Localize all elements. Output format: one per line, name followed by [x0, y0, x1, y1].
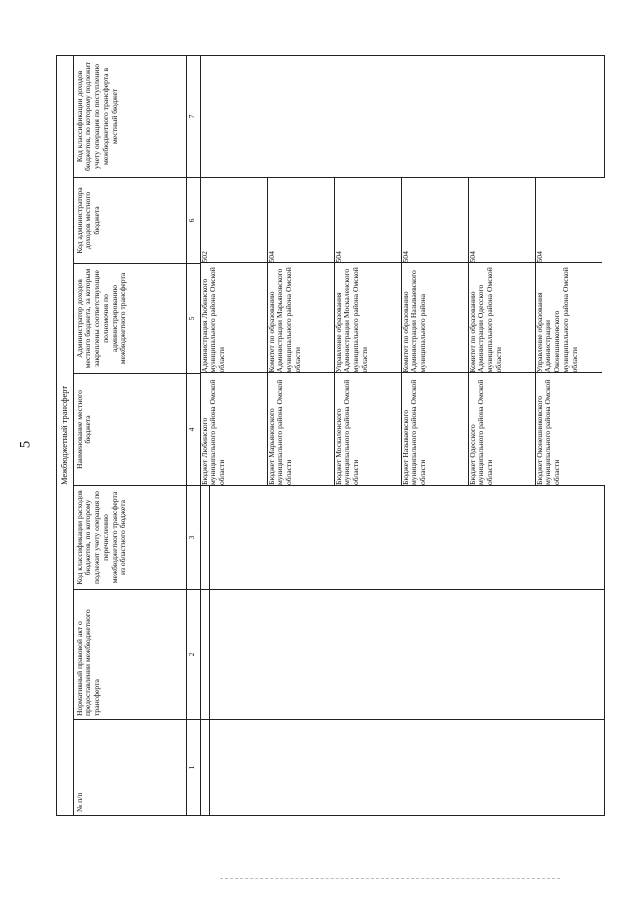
header-budget-name: Наименование местного бюджета	[73, 374, 186, 486]
expense-code-cell	[200, 486, 209, 590]
header-revenue-code: Код классификации доходов бюджетов, по которому подлежит учету операция по поступлению межбюджетного трансферта в местный бюджет	[73, 55, 186, 177]
admin-code-cell: 504	[401, 177, 468, 263]
header-number: № п/п	[73, 720, 186, 816]
table-row	[468, 177, 535, 485]
table-row	[267, 177, 334, 485]
legal-act-cell-body	[209, 590, 604, 720]
legal-act-cell	[200, 590, 209, 720]
column-number-3: 3	[186, 486, 200, 590]
header-admin-code: Код администратора доходов местного бюджета	[73, 178, 186, 264]
admin-cell: Управление образования Администрации Москаленского муниципального района Омской области	[334, 263, 401, 373]
column-number-7: 7	[186, 55, 200, 177]
expense-code-cell-body	[209, 486, 604, 590]
column-number-5: 5	[186, 264, 200, 374]
admin-code-cell: 504	[468, 177, 535, 263]
budget-name-cell: Бюджет Москаленского муниципального района Омской области	[334, 373, 401, 485]
admin-code-cell: 502	[201, 177, 268, 263]
recipients-table	[201, 177, 602, 485]
revenue-code-cell	[200, 55, 604, 177]
admin-code-cell: 504	[267, 177, 334, 263]
row-number-cell	[200, 720, 209, 816]
page-footer-rule	[220, 878, 560, 879]
page-number: 5	[17, 440, 34, 449]
column-number-4: 4	[186, 374, 200, 486]
recipients-block	[200, 178, 604, 486]
header-legal-act: Нормативный правовой акт о предоставлении межбюджетного трансферта	[73, 590, 186, 720]
admin-cell: Комитет по образованию Администрации Марьяновского муниципального района Омской области	[267, 263, 334, 373]
column-number-6: 6	[186, 178, 200, 264]
admin-cell: Комитет по образованию Администрации Одесского муниципального района Омской области	[468, 263, 535, 373]
admin-code-cell: 504	[334, 177, 401, 263]
table-row	[535, 177, 602, 485]
rotated-table-sheet	[56, 56, 579, 816]
admin-cell: Комитет по образованию Администрации Называевского муниципального района	[401, 263, 468, 373]
transfer-table	[56, 55, 605, 816]
budget-name-cell: Бюджет Оконешниковского муниципального района Омской области	[535, 373, 602, 485]
budget-name-cell: Бюджет Одесского муниципального района Омской области	[468, 373, 535, 485]
header-expense-code: Код классификации расходов бюджетов, по которому подлежит учету операция по перечислению межбюджетного трансферта из областного бюджета	[73, 486, 186, 590]
admin-cell: Администрация Любинского муниципального района Омской области	[201, 263, 268, 373]
header-revenue-admin: Администратор доходов местного бюджета, за которым закреплены соответствующие полномочия по администрированию межбюджетного трансферта	[73, 264, 186, 374]
admin-code-cell: 504	[534, 251, 544, 263]
column-number-2: 2	[186, 590, 200, 720]
table-row	[334, 177, 401, 485]
budget-name-cell: Бюджет Называевского муниципального района Омской области	[401, 373, 468, 485]
row-number-cell-body	[209, 720, 604, 816]
budget-name-cell: Бюджет Любинского муниципального района Омской области	[201, 373, 268, 485]
table-row	[201, 177, 268, 485]
admin-cell: Управление образования Администрации Оконешниковского муниципального района Омской области	[535, 263, 602, 373]
table-title: Межбюджетный трансферт	[57, 55, 74, 815]
budget-name-cell: Бюджет Марьяновского муниципального района Омской области	[267, 373, 334, 485]
table-row	[401, 177, 468, 485]
column-number-1: 1	[186, 720, 200, 816]
